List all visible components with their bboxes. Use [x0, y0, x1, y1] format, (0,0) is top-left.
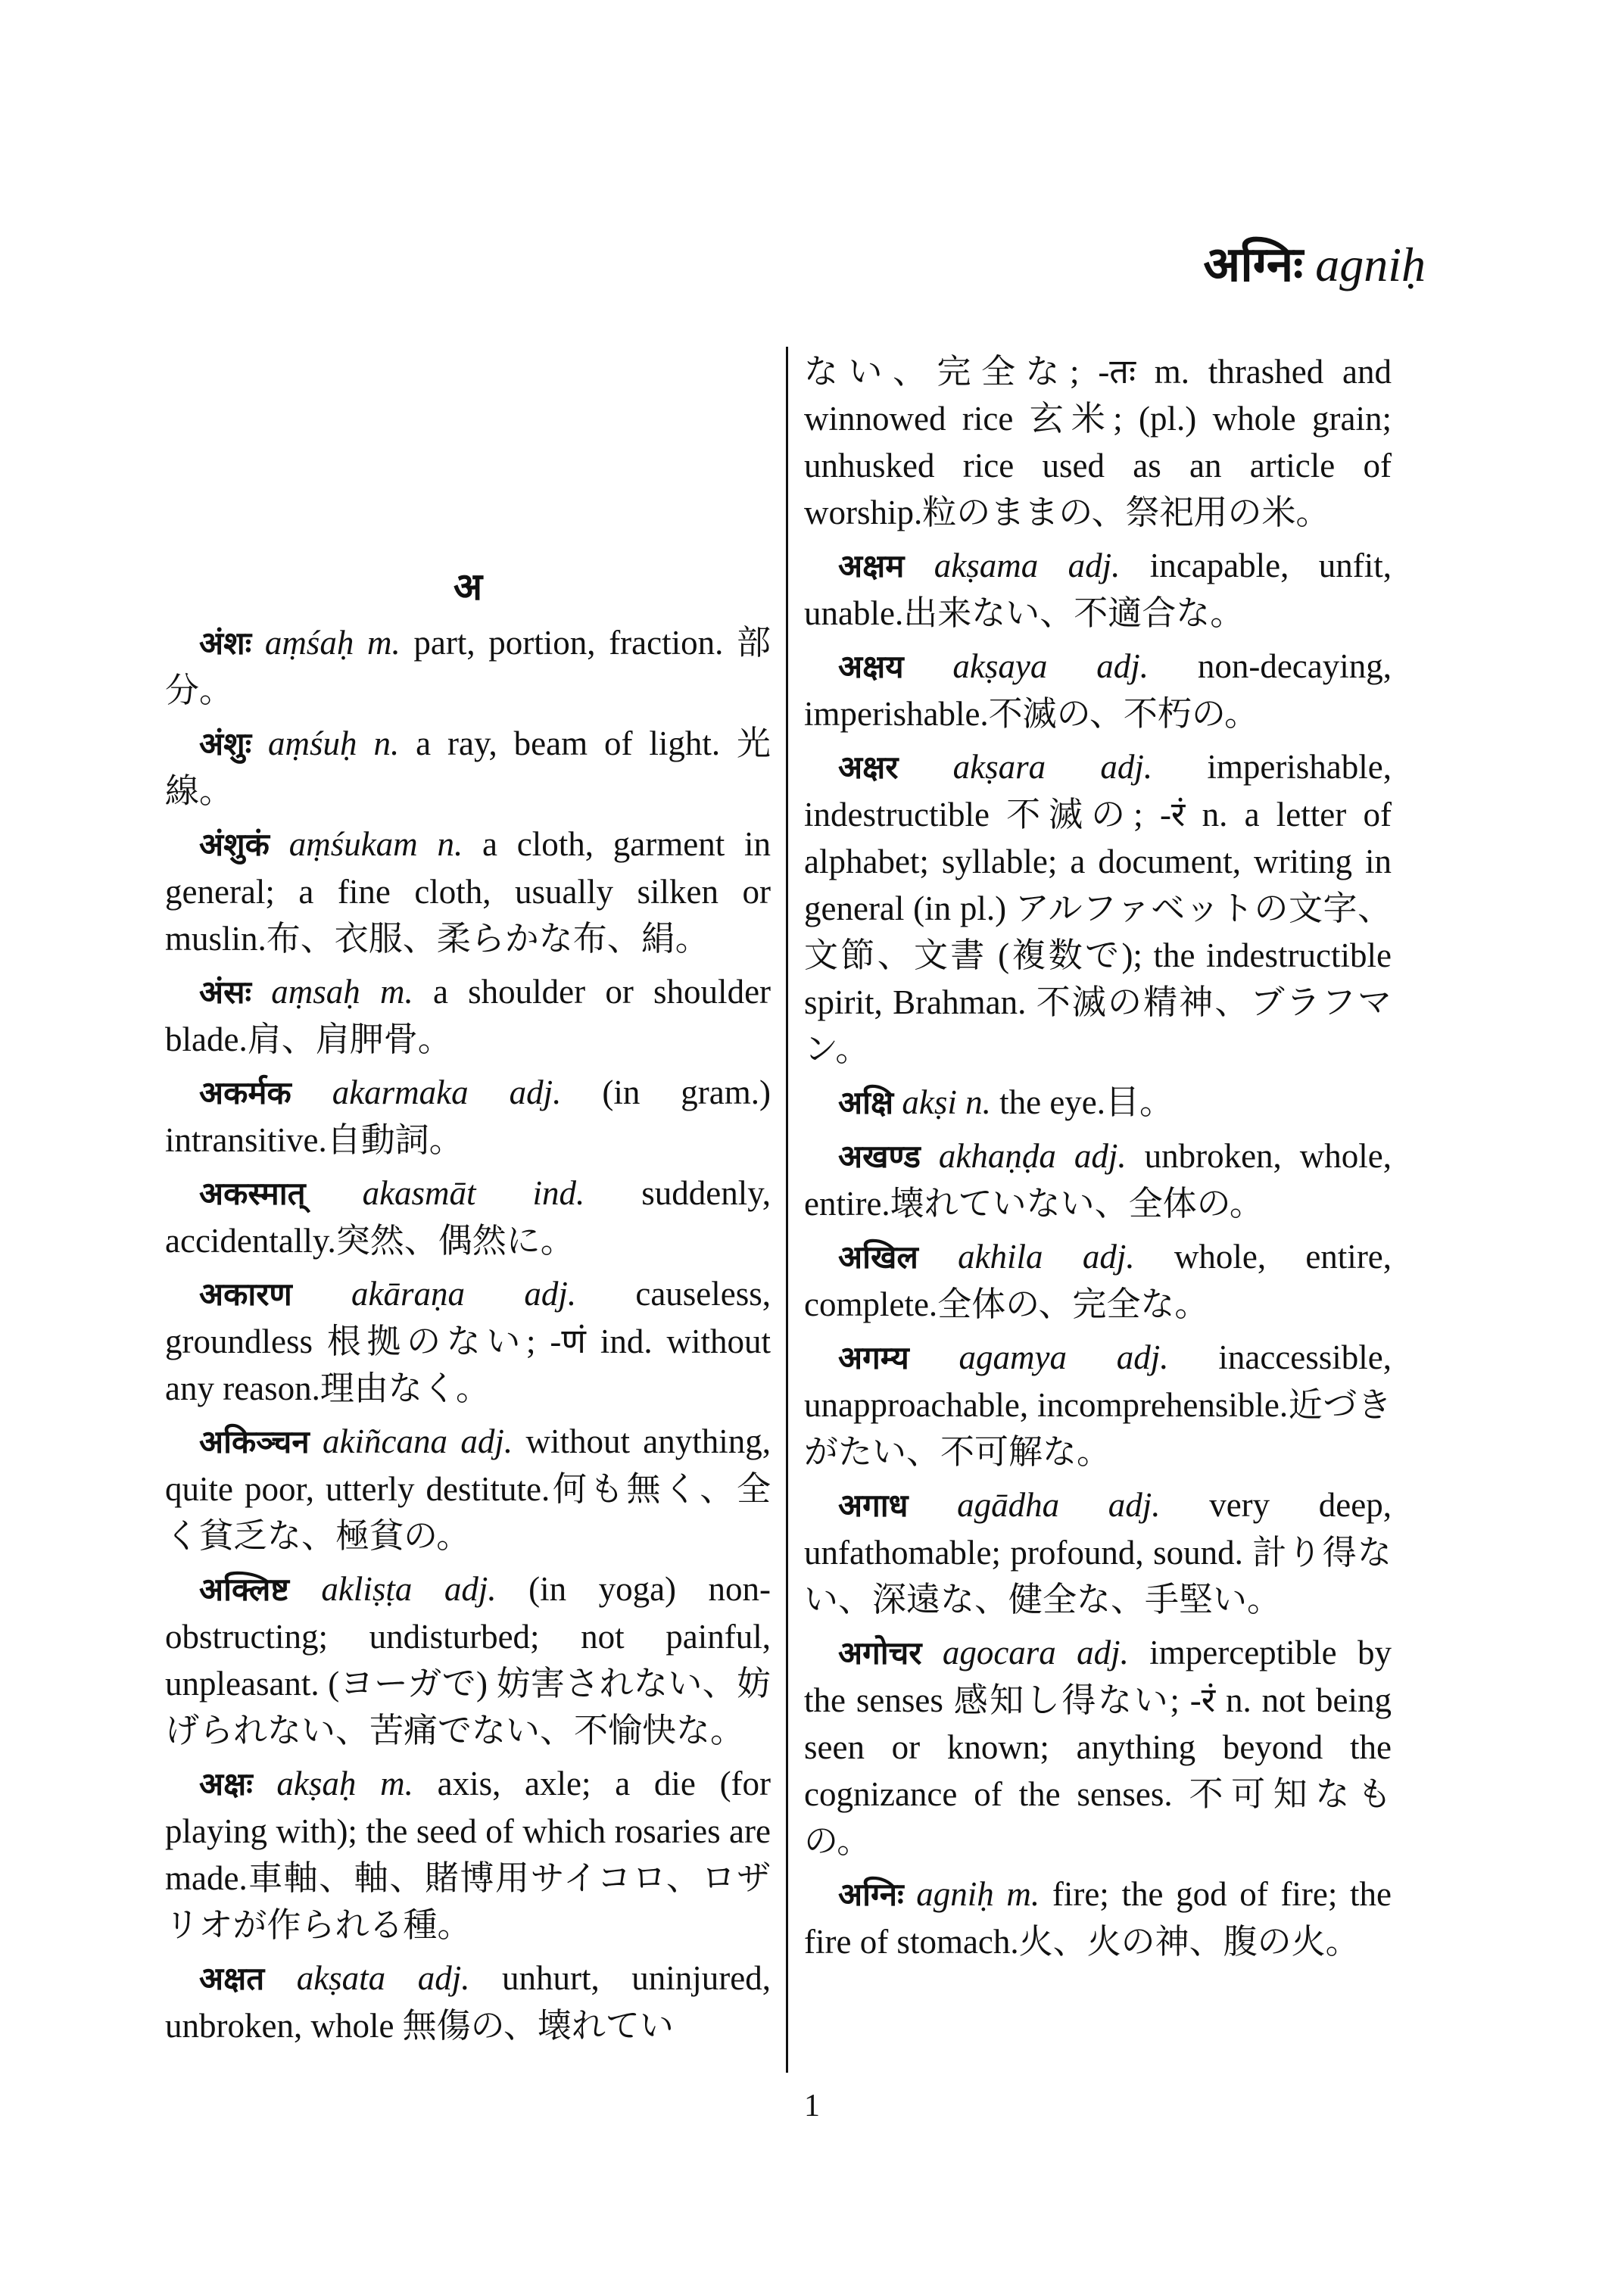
grammar-label: ind.	[532, 1174, 585, 1212]
definition: imperishable, indestructible 不滅の; -रं n. a letter of alphabet; syllable; a document, writing in general (in pl.) アルファベットの文字、文節、文書 (複数で); the indestructible spirit, Brahman. 不滅の精神、ブラフマン。	[804, 748, 1392, 1068]
grammar-label: adj.	[1100, 748, 1153, 786]
transliteration: agocara	[942, 1634, 1056, 1671]
grammar-label: adj.	[1074, 1137, 1127, 1175]
definition: causeless, groundless 根拠のない; -णं ind. without any reason.理由なく。	[165, 1275, 771, 1407]
headword: अंशः	[199, 625, 252, 662]
headword: अक्षम	[838, 547, 905, 584]
grammar-label: n.	[965, 1083, 991, 1121]
transliteration: aṃśuḥ	[268, 724, 357, 762]
definition: (in gram.) intransitive.自動詞。	[165, 1073, 771, 1159]
grammar-label: m.	[367, 624, 401, 662]
left-entries	[165, 619, 771, 2049]
definition: a ray, beam of light. 光線。	[165, 724, 771, 810]
definition: inaccessible, unapproachable, incomprehensible.近づきがたい、不可解な。	[804, 1338, 1392, 1471]
transliteration: akāraṇa	[351, 1275, 466, 1313]
dictionary-entry	[165, 821, 771, 962]
dictionary-entry	[804, 1871, 1392, 1965]
dictionary-entry	[165, 1170, 771, 1264]
headword: अकारण	[199, 1276, 292, 1313]
definition: unhurt, uninjured, unbroken, whole 無傷の、壊れてい	[165, 1959, 771, 2045]
definition: a shoulder or shoulder blade.肩、肩胛骨。	[165, 973, 771, 1058]
dictionary-entry	[804, 1233, 1392, 1328]
headword: अकिञ्चन	[199, 1423, 310, 1460]
transliteration: akasmāt	[362, 1174, 476, 1212]
definition: without anything, quite poor, utterly destitute.何も無く、全く貧乏な、極貧の。	[165, 1422, 771, 1555]
grammar-label: adj.	[509, 1073, 562, 1111]
transliteration: akiñcana	[323, 1422, 447, 1460]
dictionary-entry	[804, 542, 1392, 637]
dictionary-entry	[165, 1418, 771, 1559]
grammar-label: m.	[379, 973, 413, 1011]
headword: अक्षय	[838, 648, 904, 685]
transliteration: akṣara	[952, 748, 1046, 786]
dictionary-entry	[165, 1069, 771, 1164]
dictionary-entry	[804, 1132, 1392, 1227]
headword: अंशुकं	[199, 826, 270, 863]
transliteration: agādha	[957, 1486, 1060, 1524]
dictionary-entry	[804, 1079, 1392, 1126]
transliteration: akṣaya	[952, 647, 1048, 685]
right-entries	[804, 542, 1392, 1965]
dictionary-entry	[804, 1334, 1392, 1475]
definition: axis, axle; a die (for playing with); the seed of which rosaries are made.車軸、軸、賭博用サイコロ、ロザリオが作られる種。	[165, 1765, 771, 1944]
grammar-label: m.	[380, 1765, 413, 1802]
grammar-label: adj.	[1082, 1238, 1135, 1276]
headword: अग्निः	[838, 1876, 904, 1913]
running-header-devanagari: अग्निः	[1203, 237, 1304, 293]
dictionary-entry	[165, 968, 771, 1063]
headword: अक्षि	[838, 1084, 894, 1121]
grammar-label: adj.	[444, 1570, 497, 1608]
headword: अखण्ड	[838, 1138, 921, 1175]
transliteration: agniḥ	[916, 1875, 994, 1913]
continuation-text: ない、完全な; -तः m. thrashed and winnowed rice 玄米; (pl.) whole grain; unhusked rice used as an article of worship.粒のままの、祭祀用の米。	[804, 353, 1392, 531]
right-column	[804, 348, 1392, 1971]
headword: अक्षर	[838, 749, 899, 786]
transliteration: agamya	[959, 1338, 1068, 1376]
transliteration: akhaṇḍa	[938, 1137, 1056, 1175]
grammar-label: adj.	[1077, 1634, 1129, 1671]
definition: part, portion, fraction. 部分。	[165, 624, 771, 709]
grammar-label: adj.	[1096, 647, 1149, 685]
definition: fire; the god of fire; the fire of stomach.火、火の神、腹の火。	[804, 1875, 1392, 1961]
transliteration: aṃśaḥ	[264, 624, 354, 662]
grammar-label: adj.	[1068, 547, 1121, 584]
definition: unbroken, whole, entire.壊れていない、全体の。	[804, 1137, 1392, 1223]
headword: अगम्य	[838, 1339, 909, 1376]
dictionary-entry	[165, 720, 771, 815]
transliteration: akṣaḥ	[276, 1765, 357, 1802]
transliteration: akarmaka	[332, 1073, 469, 1111]
definition: the eye.目。	[999, 1083, 1174, 1121]
column-divider	[786, 347, 788, 2073]
running-header	[1203, 237, 1426, 293]
definition: whole, entire, complete.全体の、完全な。	[804, 1238, 1392, 1323]
grammar-label: adj.	[1116, 1338, 1169, 1376]
definition: incapable, unfit, unable.出来ない、不適合な。	[804, 547, 1392, 632]
grammar-label: adj.	[417, 1959, 470, 1997]
dictionary-entry	[165, 1955, 771, 2049]
dictionary-entry	[165, 1760, 771, 1949]
transliteration: akhila	[958, 1238, 1043, 1276]
transliteration: aṃśukam	[288, 825, 418, 863]
transliteration: akliṣṭa	[321, 1570, 413, 1608]
definition: non-decaying, imperishable.不滅の、不朽の。	[804, 647, 1392, 733]
page-number: 1	[804, 2089, 820, 2123]
grammar-label: adj.	[1108, 1486, 1161, 1524]
headword: अकर्मक	[199, 1074, 291, 1111]
headword: अंसः	[199, 974, 251, 1011]
headword: अगोचर	[838, 1634, 922, 1671]
transliteration: akṣama	[934, 547, 1039, 584]
transliteration: aṃsaḥ	[271, 973, 360, 1011]
headword: अखिल	[838, 1238, 918, 1276]
dictionary-entry	[165, 1270, 771, 1412]
dictionary-entry	[804, 643, 1392, 737]
headword: अकस्मात्	[199, 1175, 306, 1212]
left-column	[165, 560, 771, 2055]
definition: a cloth, garment in general; a fine cloth, usually silken or muslin.布、衣服、柔らかな布、絹。	[165, 825, 771, 958]
definition: very deep, unfathomable; profound, sound. 計り得ない、深遠な、健全な、手堅い。	[804, 1486, 1392, 1618]
grammar-label: adj.	[524, 1275, 577, 1313]
dictionary-entry	[804, 743, 1392, 1073]
definition: suddenly, accidentally.突然、偶然に。	[165, 1174, 771, 1260]
section-letter: अ	[453, 565, 483, 609]
headword: अंशुः	[199, 725, 252, 762]
dictionary-entry	[804, 1481, 1392, 1623]
grammar-label: n.	[437, 825, 463, 863]
dictionary-entry	[165, 1566, 771, 1754]
grammar-label: adj.	[460, 1422, 513, 1460]
headword: अक्षत	[199, 1960, 265, 1997]
headword: अक्लिष्ट	[199, 1571, 289, 1608]
definition: (in yoga) non-obstructing; undisturbed; not painful, unpleasant. (ヨーガで) 妨害されない、妨げられない、苦痛でない、不愉快な。	[165, 1570, 771, 1749]
dictionary-entry	[804, 1629, 1392, 1865]
grammar-label: m.	[1006, 1875, 1040, 1913]
transliteration: akṣata	[296, 1959, 386, 1997]
transliteration: akṣi	[902, 1083, 957, 1121]
definition: imperceptible by the senses 感知し得ない; -रं n. not being seen or known; anything beyond the cognizance of the senses. 不可知なもの。	[804, 1634, 1392, 1860]
headword: अगाध	[838, 1487, 909, 1524]
dictionary-entry	[165, 619, 771, 714]
grammar-label: n.	[373, 724, 400, 762]
running-header-roman: agniḥ	[1315, 238, 1426, 291]
headword: अक्षः	[199, 1765, 253, 1802]
